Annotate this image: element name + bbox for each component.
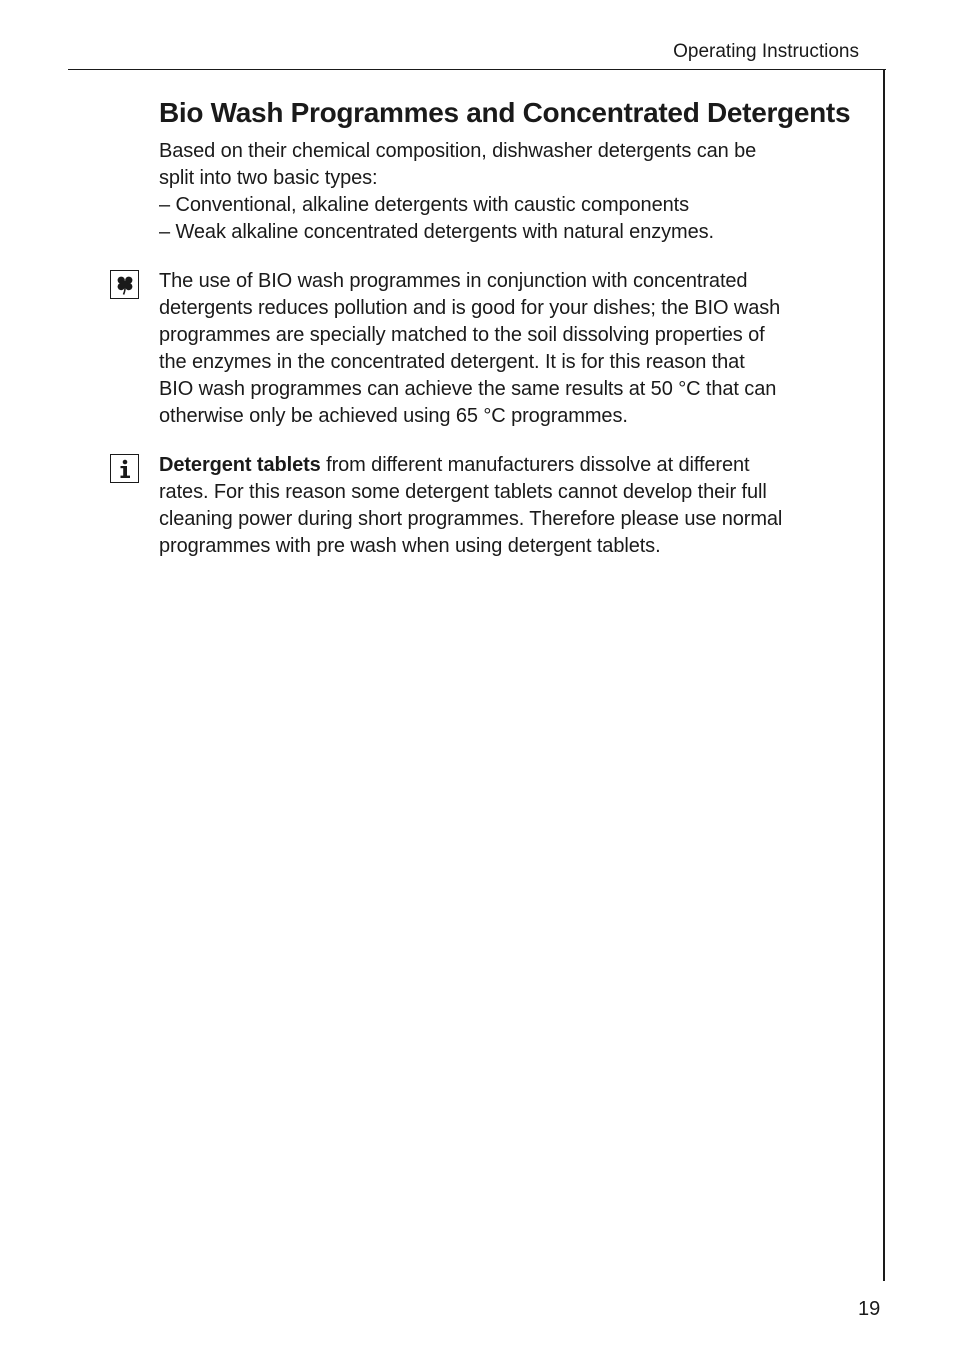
spacer	[159, 246, 859, 268]
note-line: programmes are specially matched to the soil dissolving properties of	[159, 324, 765, 346]
intro-paragraph	[159, 138, 859, 246]
note-line: otherwise only be achieved using 65 °C programmes.	[159, 405, 628, 427]
note-line: programmes with pre wash when using detergent tablets.	[159, 535, 661, 557]
intro-list-item: – Weak alkaline concentrated detergents with natural enzymes.	[159, 221, 714, 243]
note-line: the enzymes in the concentrated detergent. It is for this reason that	[159, 351, 745, 373]
info-icon	[110, 454, 139, 483]
bold-lead: Detergent tablets	[159, 454, 321, 476]
header-rule	[68, 69, 886, 70]
spacer	[159, 430, 859, 452]
note-line: BIO wash programmes can achieve the same results at 50 °C that can	[159, 378, 777, 400]
note-line-rest: from different manufacturers dissolve at different	[320, 454, 750, 476]
intro-list-item: – Conventional, alkaline detergents with caustic components	[159, 194, 689, 216]
note-line: detergents reduces pollution and is good for your dishes; the BIO wash	[159, 297, 781, 319]
clover-environment-icon	[110, 270, 139, 299]
section-title: Bio Wash Programmes and Concentrated Detergents	[159, 97, 851, 128]
note-line: The use of BIO wash programmes in conjunction with concentrated	[159, 270, 748, 292]
note-line	[159, 452, 859, 479]
intro-line: split into two basic types:	[159, 167, 378, 189]
note-line: cleaning power during short programmes. Therefore please use normal	[159, 508, 783, 530]
side-rule	[883, 69, 885, 1281]
info-note	[159, 452, 859, 560]
running-header: Operating Instructions	[673, 41, 859, 62]
page-number: 19	[858, 1298, 881, 1320]
intro-line: Based on their chemical composition, dishwasher detergents can be	[159, 140, 757, 162]
note-line: rates. For this reason some detergent tablets cannot develop their full	[159, 481, 767, 503]
main-content	[159, 94, 859, 560]
environment-note	[159, 268, 859, 430]
